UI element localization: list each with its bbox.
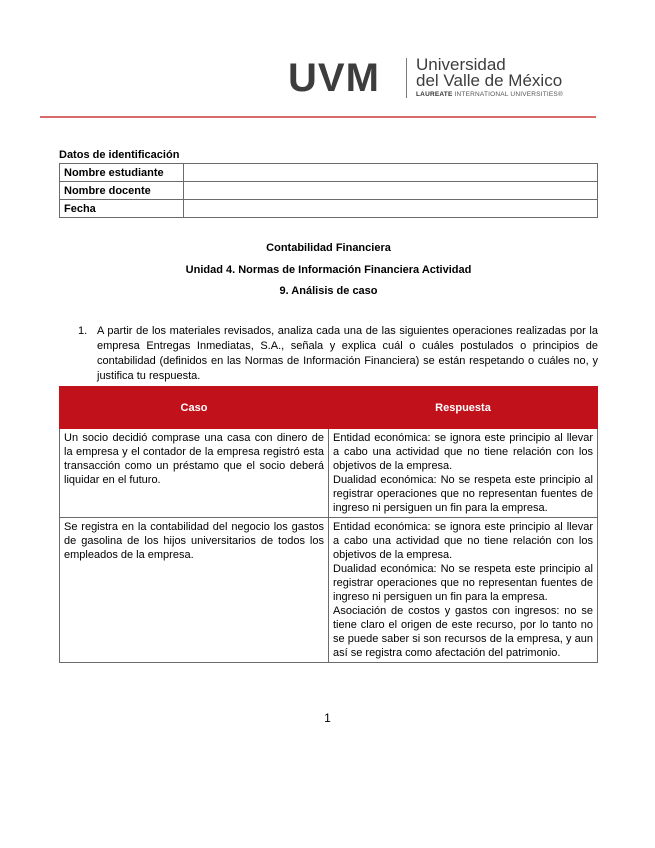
activity-title: 9. Análisis de caso — [279, 285, 378, 297]
table-row — [60, 164, 598, 182]
answer-cell — [329, 518, 598, 663]
identification-label: Fecha — [60, 200, 184, 218]
question-text: A partir de los materiales revisados, analiza cada una de las siguientes operaciones realizadas por la empresa Entregas Inmediatas, S.A., señala y explica cuál o cuáles postulados o principios de contabilidad (definidos en las Normas de Información Financiera) se están respetando o cuáles no, y justifica tu respuesta. — [97, 325, 598, 382]
answer-text: Dualidad económica: No se respeta este principio al registrar operaciones que no representan fuentes de ingreso ni persiguen un fin para la empresa. — [333, 474, 593, 514]
case-cell — [60, 429, 329, 518]
table-row — [60, 518, 598, 663]
answer-text: Dualidad económica: No se respeta este principio al registrar operaciones que no representan fuentes de ingreso ni persiguen un fin para la empresa. — [333, 563, 593, 603]
logo-university-line1: Universidad — [416, 55, 506, 74]
case-text: Un socio decidió comprase una casa con dinero de la empresa y el contador de la empresa registró esta transacción como un préstamo que el socio deberá liquidar en el futuro. — [64, 432, 324, 486]
header-case: Caso — [60, 387, 329, 429]
question-item — [80, 324, 598, 384]
identification-title: Datos de identificación — [59, 149, 180, 161]
identification-table — [59, 163, 598, 218]
question-number: 1. — [78, 325, 88, 337]
table-row — [60, 429, 598, 518]
header-divider — [40, 116, 596, 118]
answer-text: Entidad económica: se ignora este principio al llevar a cabo una actividad que no tiene relación con los objetivos de la empresa. — [333, 521, 593, 561]
table-header-row — [60, 387, 598, 429]
header-answer: Respuesta — [329, 387, 598, 429]
table-row — [60, 200, 598, 218]
case-text: Se registra en la contabilidad del negocio los gastos de gasolina de los hijos universitarios de todos los empleados de la empresa. — [64, 521, 324, 561]
answer-text: Entidad económica: se ignora este principio al llevar a cabo una actividad que no tiene relación con los objetivos de la empresa. — [333, 432, 593, 472]
logo-network: LAUREATE INTERNATIONAL UNIVERSITIES® — [416, 91, 563, 98]
answer-cell — [329, 429, 598, 518]
logo-brand: UVM — [288, 56, 380, 100]
uvm-logo — [288, 56, 568, 102]
page-number: 1 — [324, 711, 331, 725]
unit-title: Unidad 4. Normas de Información Financiera Actividad — [185, 264, 472, 276]
course-title: Contabilidad Financiera — [266, 242, 391, 254]
logo-university-line2: del Valle de México — [416, 71, 563, 90]
student-name-field[interactable] — [184, 164, 598, 182]
identification-label: Nombre docente — [60, 182, 184, 200]
logo-divider — [406, 58, 407, 98]
table-row — [60, 182, 598, 200]
case-cell — [60, 518, 329, 663]
case-table — [59, 386, 598, 663]
teacher-name-field[interactable] — [184, 182, 598, 200]
identification-label: Nombre estudiante — [60, 164, 184, 182]
date-field[interactable] — [184, 200, 598, 218]
answer-text: Asociación de costos y gastos con ingresos: no se tiene claro el origen de este recurso, por lo tanto no se puede saber si son recursos de la empresa, y aun así se registra como afectación del patrimonio. — [333, 605, 593, 659]
